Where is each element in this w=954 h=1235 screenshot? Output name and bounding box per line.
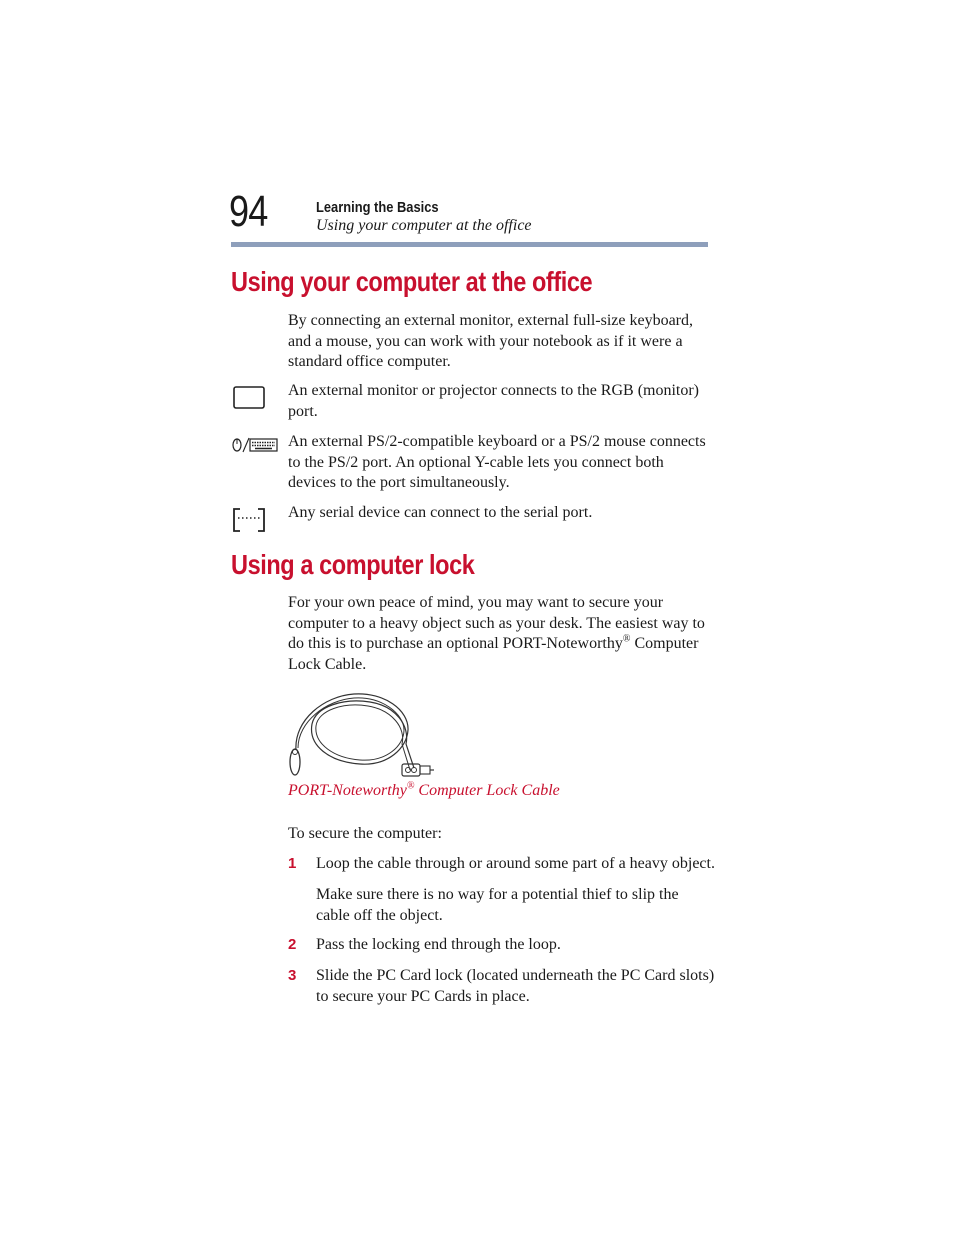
serial-item-text: Any serial device can connect to the serial port. — [288, 504, 593, 521]
serial-port-icon — [232, 507, 266, 538]
chapter-title: Learning the Basics — [316, 199, 439, 216]
step-2-number: 2 — [288, 936, 297, 953]
heading-lock: Using a computer lock — [231, 549, 475, 580]
step-1-number: 1 — [288, 855, 297, 872]
mouse-keyboard-port-icon — [231, 436, 279, 459]
page-number: 94 — [229, 187, 268, 236]
step-3-number: 3 — [288, 967, 297, 984]
step-2-text: Pass the locking end through the loop. — [316, 936, 561, 953]
header-rule — [231, 242, 708, 247]
lock-intro: For your own peace of mind, you may want to secure your computer to a heavy object such as your desk. The easiest way to do this is to purchase an optional PORT-Noteworthy® Computer Lock Cable. — [288, 594, 705, 673]
monitor-port-icon — [233, 385, 265, 416]
office-intro: By connecting an external monitor, external full-size keyboard, and a mouse, you can work with your notebook as if it were a standard office computer. — [288, 312, 693, 370]
running-header — [316, 199, 532, 235]
steps-intro: To secure the computer: — [288, 825, 442, 842]
section-subtitle: Using your computer at the office — [316, 217, 532, 234]
figure-caption: PORT-Noteworthy® Computer Lock Cable — [288, 780, 560, 799]
step-3-text: Slide the PC Card lock (located underneath the PC Card slots) to secure your PC Cards in place. — [316, 967, 715, 1005]
monitor-item-text: An external monitor or projector connects to the RGB (monitor) port. — [288, 382, 700, 420]
step-1-text: Loop the cable through or around some part of a heavy object. — [316, 855, 715, 872]
heading-office: Using your computer at the office — [231, 266, 593, 297]
ps2-item-text: An external PS/2-compatible keyboard or a PS/2 mouse connects to the PS/2 port. An optional Y-cable lets you connect both devices to the port simultaneously. — [288, 433, 706, 491]
lock-cable-illustration — [284, 690, 436, 787]
step-1-note: Make sure there is no way for a potential thief to slip the cable off the object. — [316, 886, 679, 924]
